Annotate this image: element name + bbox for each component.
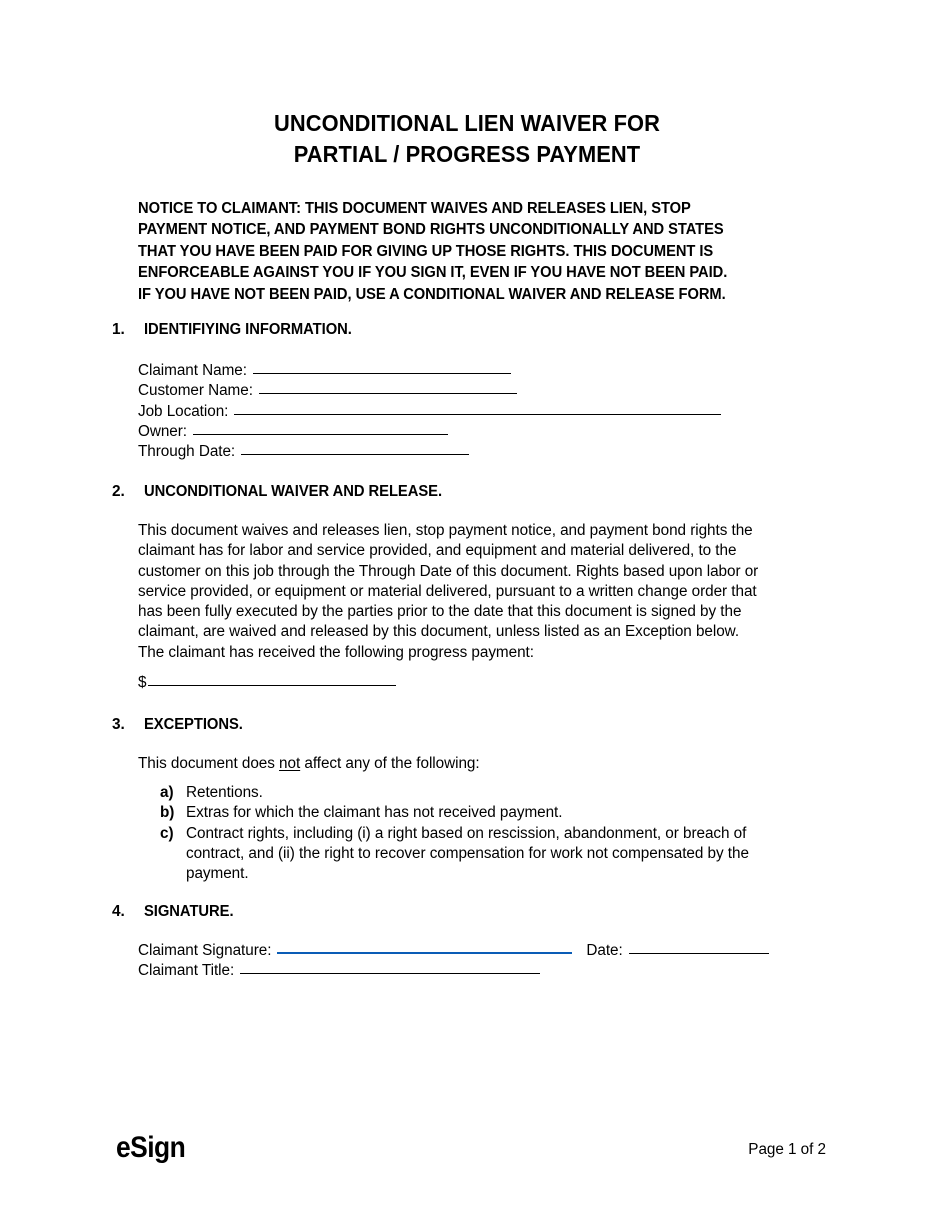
field-row-through-date: [138, 442, 721, 462]
field-row-owner: [138, 422, 721, 442]
section-heading-identifying-information: [112, 320, 361, 340]
list-item-c-line-1: Contract rights, including (i) a right based on rescission, abandonment, or breach of: [186, 824, 747, 842]
exceptions-intro-before: This document does: [138, 755, 280, 772]
waiver-line-5: has been fully executed by the parties prior to the date that this document is signed by the: [138, 603, 742, 621]
field-row-claimant-signature: [138, 941, 769, 961]
waiver-line-6: claimant, are waived and released by this document, unless listed as an Exception below.: [138, 623, 740, 641]
list-item: [160, 824, 749, 885]
page-title-line-1: UNCONDITIONAL LIEN WAIVER FOR: [274, 110, 660, 136]
exceptions-intro: [138, 754, 480, 774]
job-location-input[interactable]: [234, 414, 721, 415]
list-item-body-c: [186, 824, 749, 885]
notice-line-1: NOTICE TO CLAIMANT: THIS DOCUMENT WAIVES AND RELEASES LIEN, STOP: [138, 200, 691, 217]
list-item: [160, 783, 749, 803]
list-item-marker-c: c): [160, 824, 174, 842]
section-number-2: 2.: [112, 483, 125, 500]
waiver-line-2: claimant has for labor and service provided, and equipment and material delivered, to the: [138, 542, 737, 560]
section-number-3: 3.: [112, 716, 125, 733]
list-item-a-line-1: Retentions.: [186, 784, 263, 801]
claimant-title-label: Claimant Title:: [138, 962, 235, 980]
notice-line-2: PAYMENT NOTICE, AND PAYMENT BOND RIGHTS UNCONDITIONALLY AND STATES: [138, 221, 724, 239]
list-item-body-b: [186, 803, 749, 823]
field-row-claimant-name: [138, 361, 721, 381]
exceptions-list: [160, 783, 749, 884]
notice-line-5: IF YOU HAVE NOT BEEN PAID, USE A CONDITIONAL WAIVER AND RELEASE FORM.: [138, 285, 726, 303]
waiver-line-4: service provided, or equipment or material delivered, pursuant to a written change order that: [138, 582, 757, 600]
page-title: [33, 108, 902, 170]
claimant-name-input[interactable]: [253, 373, 511, 374]
owner-label: Owner:: [138, 422, 188, 440]
field-row-claimant-title: [138, 961, 769, 981]
signature-date-input[interactable]: [629, 953, 769, 954]
currency-symbol: $: [138, 674, 147, 691]
page-title-line-2: PARTIAL / PROGRESS PAYMENT: [293, 141, 641, 167]
list-item-marker-a: a): [160, 784, 174, 801]
progress-payment-amount-input[interactable]: [148, 685, 396, 686]
page-indicator: Page 1 of 2: [748, 1141, 826, 1158]
list-item-marker-b: b): [160, 804, 175, 822]
exceptions-intro-after: affect any of the following:: [300, 755, 480, 772]
section-label-2: UNCONDITIONAL WAIVER AND RELEASE.: [144, 483, 443, 500]
notice-line-4: ENFORCEABLE AGAINST YOU IF YOU SIGN IT, EVEN IF YOU HAVE NOT BEEN PAID.: [138, 264, 728, 282]
through-date-label: Through Date:: [138, 443, 236, 461]
waiver-line-7: The claimant has received the following progress payment:: [138, 643, 534, 661]
section-number-1: 1.: [112, 321, 125, 338]
section-heading-signature: [112, 902, 237, 922]
section-label-4: SIGNATURE.: [144, 903, 234, 920]
section-label-1: IDENTIFIYING INFORMATION.: [144, 321, 352, 338]
waiver-line-1: This document waives and releases lien, stop payment notice, and payment bond rights the: [138, 522, 753, 539]
list-item-body-a: [186, 783, 749, 803]
section-heading-exceptions: [112, 715, 247, 735]
claimant-signature-label: Claimant Signature:: [138, 942, 272, 959]
field-row-job-location: [138, 402, 721, 422]
section-heading-unconditional-waiver: [112, 482, 454, 502]
exceptions-intro-emphasis: not: [279, 755, 301, 772]
waiver-line-3: customer on this job through the Through Date of this document. Rights based upon labor or: [138, 562, 759, 580]
job-location-label: Job Location:: [138, 402, 229, 420]
list-item-b-line-1: Extras for which the claimant has not received payment.: [186, 804, 563, 822]
customer-name-label: Customer Name:: [138, 382, 253, 400]
through-date-input[interactable]: [241, 454, 469, 455]
claimant-title-input[interactable]: [240, 973, 540, 974]
claimant-signature-input[interactable]: [277, 952, 572, 954]
identifying-information-fields: [138, 361, 721, 462]
signature-date-label: Date:: [586, 942, 623, 959]
claimant-name-label: Claimant Name:: [138, 362, 247, 379]
section-label-3: EXCEPTIONS.: [144, 716, 243, 733]
field-row-customer-name: [138, 381, 721, 401]
exceptions-intro-line: [138, 754, 480, 774]
notice-to-claimant: [138, 198, 807, 305]
list-item: [160, 803, 749, 823]
owner-input[interactable]: [193, 434, 448, 435]
signature-fields: [138, 941, 769, 982]
list-item-c-line-2: contract, and (ii) the right to recover compensation for work not compensated by the: [186, 844, 749, 862]
progress-payment-amount-row: [138, 673, 396, 693]
waiver-paragraph: [138, 521, 758, 663]
section-number-4: 4.: [112, 903, 125, 920]
esign-logo: eSign: [116, 1131, 186, 1164]
notice-line-3: THAT YOU HAVE BEEN PAID FOR GIVING UP THOSE RIGHTS. THIS DOCUMENT IS: [138, 242, 714, 260]
list-item-c-line-3: payment.: [186, 865, 249, 883]
customer-name-input[interactable]: [259, 393, 517, 394]
